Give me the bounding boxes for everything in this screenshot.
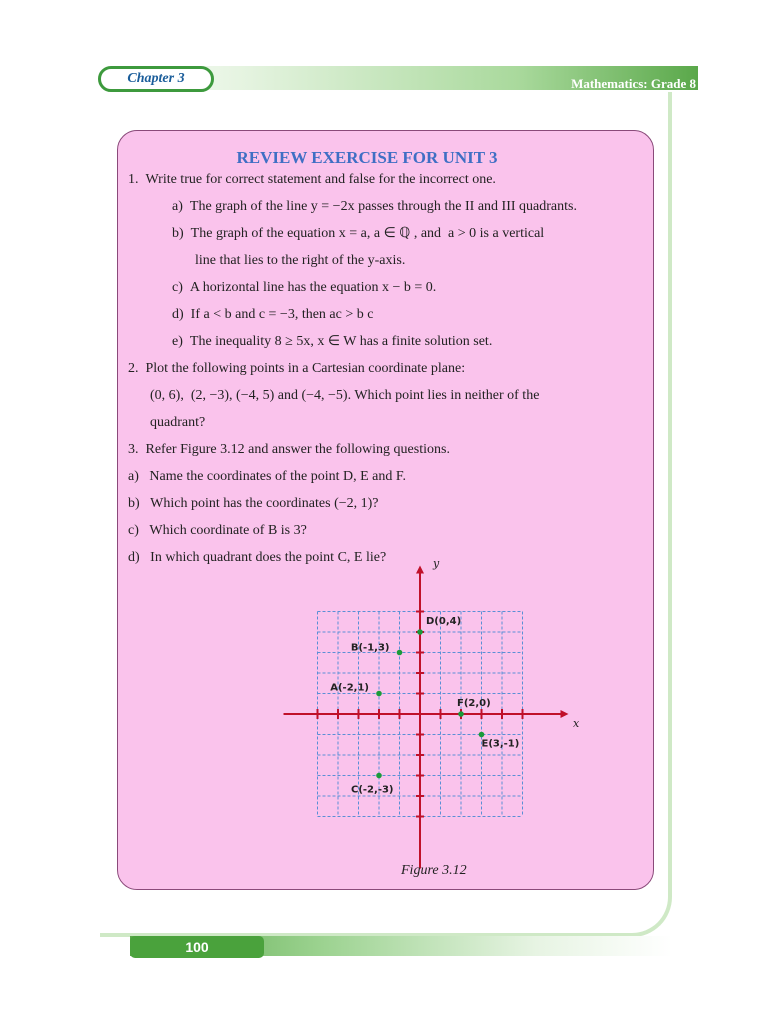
q1b-text: The graph of the equation x = a, a ∈ ℚ , and a > 0 is a vertical [190,226,545,241]
q1d-text: If a < b and c = −3, then ac > b c [190,307,374,322]
q1d-label: d) [172,307,184,322]
q1b-label: b) [172,226,184,241]
q3a-label: a) [128,469,139,484]
point-e [479,732,485,738]
point-label-f: F(2,0) [457,698,491,709]
point-b [397,650,403,656]
q1e-label: e) [172,334,183,349]
q3-number: 3. [128,442,139,457]
chapter-label: Chapter 3 [98,66,214,92]
q1-text: Write true for correct statement and false for the incorrect one. [145,172,496,187]
q2-text: Plot the following points in a Cartesian coordinate plane: [145,361,466,376]
q1-number: 1. [128,172,139,187]
q3d-label: d) [128,550,140,565]
y-axis-arrow [416,566,424,574]
point-d [417,629,423,635]
point-label-c: C(-2,-3) [351,784,394,796]
point-f [458,711,464,717]
point-label-b: B(-1,3) [350,642,390,654]
point-label-a: A(-2,1) [330,682,369,694]
q2-number: 2. [128,361,139,376]
x-axis-arrow [561,710,569,718]
q1c-text: A horizontal line has the equation x − b = 0. [189,280,437,295]
q1a-label: a) [172,199,183,214]
q2-points: (0, 6), (2, −3), (−4, 5) and (−4, −5). Which point lies in neither of the [150,388,540,403]
exercise-title: REVIEW EXERCISE FOR UNIT 3 [236,148,498,167]
q1e-text: The inequality 8 ≥ 5x, x ∈ W has a finite solution set. [189,334,493,349]
figure-caption: Figure 3.12 [401,863,467,878]
q1a-text: The graph of the line y = −2x passes through the II and III quadrants. [189,199,577,214]
q3b-label: b) [128,496,140,511]
point-label-e: E(3,-1) [481,738,520,750]
point-c [376,773,382,779]
subject-label: Mathematics: Grade 8 [571,76,696,91]
q3a-text: Name the coordinates of the point D, E and F. [149,469,407,484]
q3c-label: c) [128,523,139,538]
q3d-text: In which quadrant does the point C, E lie? [150,550,387,565]
q1c-label: c) [172,280,183,295]
q3-text: Refer Figure 3.12 and answer the following questions. [145,442,450,457]
q3b-text: Which point has the coordinates (−2, 1)? [150,496,379,511]
q2-question: quadrant? [150,415,206,430]
q1b-text-cont: line that lies to the right of the y-axis. [195,253,406,268]
point-label-d: D(0,4) [426,616,462,627]
axes [284,566,569,869]
point-a [376,691,382,697]
y-axis-label: y [433,557,440,570]
page-number: 100 [130,936,264,958]
x-axis-label: x [573,717,580,730]
q3c-text: Which coordinate of B is 3? [149,523,307,538]
